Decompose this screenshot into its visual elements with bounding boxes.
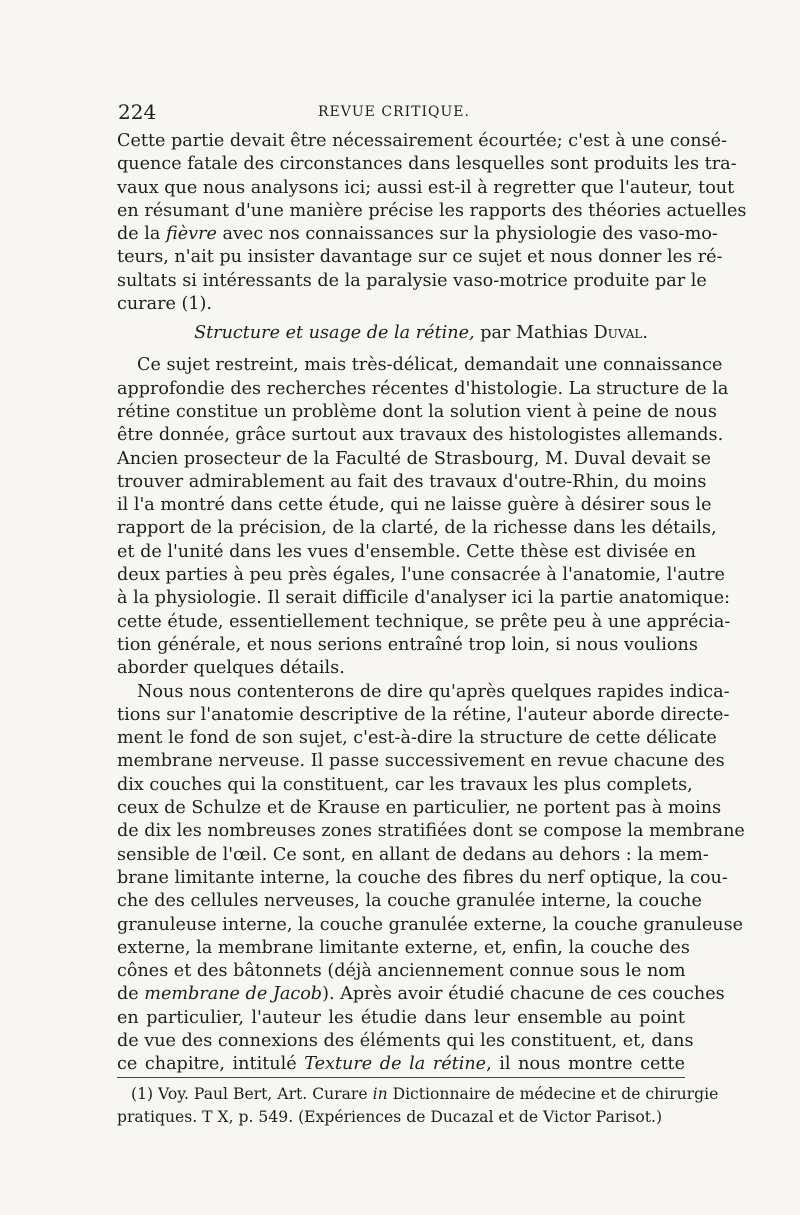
footnotes	[117, 1083, 719, 1129]
text-line: brane limitante interne, la couche des fibres du nerf optique, la cou-	[117, 867, 728, 888]
text-line: à la physiologie. Il serait difficile d'analyser ici la partie anatomique:	[117, 588, 731, 609]
text-run: ce chapitre, intitulé	[117, 1054, 305, 1075]
italic-term: membrane de Jacob	[144, 984, 323, 1005]
text-line: granuleuse interne, la couche granulée externe, la couche granuleuse	[117, 914, 744, 935]
italic-term: fièvre	[165, 224, 217, 245]
text-line: ceux de Schulze et de Krause en particulier, ne portent pas à moins	[117, 798, 722, 819]
text-line: en particulier, l'auteur les étudie dans leur ensemble au point	[117, 1007, 685, 1028]
text-line: de vue des connexions des éléments qui les constituent, et, dans	[117, 1030, 694, 1051]
text-run: (1) Voy. Paul Bert, Art. Curare	[131, 1085, 373, 1103]
text-line: aborder quelques détails.	[117, 658, 345, 679]
text-line: en résumant d'une manière précise les rapports des théories actuelles	[117, 200, 747, 221]
text-line: et de l'unité dans les vues d'ensemble. Cette thèse est divisée en	[117, 541, 696, 562]
text-line: de dix les nombreuses zones stratifiées dont se compose la membrane	[117, 821, 745, 842]
text-run: avec nos connaissances sur la physiologie des vaso-mo-	[216, 224, 718, 245]
footnote-line	[117, 1083, 719, 1106]
text-line: externe, la membrane limitante externe, et, enfin, la couche des	[117, 937, 690, 958]
text-line: sensible de l'œil. Ce sont, en allant de dedans au dehors : la mem-	[117, 844, 709, 865]
text-line: sultats si intéressants de la paralysie vaso-motrice produite par le	[117, 270, 707, 291]
text-line: Nous nous contenterons de dire qu'après quelques rapides indica-	[137, 681, 730, 702]
text-line: tions sur l'anatomie descriptive de la rétine, l'auteur aborde directe-	[117, 704, 730, 725]
text-line: approfondie des recherches récentes d'histologie. La structure de la	[117, 378, 729, 399]
text-line: cette étude, essentiellement technique, se prête peu à une apprécia-	[117, 611, 731, 632]
running-head: REVUE CRITIQUE.	[318, 104, 470, 120]
text-line: che des cellules nerveuses, la couche granulée interne, la couche	[117, 891, 702, 912]
text-line: rétine constitue un problème dont la solution vient à peine de nous	[117, 401, 717, 422]
italic-term: in	[372, 1085, 388, 1103]
section-title	[117, 316, 685, 346]
text-line: trouver admirablement au fait des travaux d'outre-Rhin, du moins	[117, 471, 707, 492]
section-author: Duval.	[593, 323, 648, 344]
paragraph-3	[117, 681, 745, 1077]
page-number: 224	[118, 100, 157, 124]
text-line: membrane nerveuse. Il passe successivement en revue chacune des	[117, 751, 725, 772]
paragraph-1	[117, 130, 747, 316]
text-line: teurs, n'ait pu insister davantage sur ce sujet et nous donner les ré-	[117, 247, 723, 268]
text-line	[117, 1053, 685, 1076]
text-line	[117, 983, 725, 1006]
text-line: Cette partie devait être nécessairement écourtée; c'est à une consé-	[117, 131, 727, 151]
text-line: dix couches qui la constituent, car les travaux les plus complets,	[117, 774, 693, 795]
text-line: Ce sujet restreint, mais très-délicat, demandait une connaissance	[137, 355, 723, 376]
text-line: quence fatale des circonstances dans lesquelles sont produits les tra-	[117, 154, 737, 175]
text-run: de	[117, 984, 145, 1005]
text-run: de la	[117, 224, 166, 245]
text-line: deux parties à peu près égales, l'une consacrée à l'anatomie, l'autre	[117, 565, 725, 586]
text-line: vaux que nous analysons ici; aussi est-il à regretter que l'auteur, tout	[117, 177, 735, 198]
text-line: cônes et des bâtonnets (déjà anciennement connue sous le nom	[117, 961, 686, 982]
italic-term: Texture de la rétine	[304, 1054, 487, 1075]
text-line: ment le fond de son sujet, c'est-à-dire la structure de cette délicate	[117, 728, 717, 749]
footnote-line: pratiques. T X, p. 549. (Expériences de Ducazal et de Victor Parisot.)	[117, 1108, 663, 1126]
section-title-by: par Mathias	[474, 323, 594, 344]
text-run: , il nous montre cette	[486, 1054, 685, 1075]
text-line	[117, 223, 718, 246]
section-title-italic: Structure et usage de la rétine,	[194, 323, 475, 344]
text-run: Dictionnaire de médecine et de chirurgie	[387, 1085, 719, 1103]
paragraph-2	[117, 354, 731, 680]
text-line: Ancien prosecteur de la Faculté de Strasbourg, M. Duval devait se	[117, 448, 712, 469]
body-text	[117, 130, 747, 1077]
text-line: tion générale, et nous serions entraîné trop loin, si nous voulions	[117, 634, 698, 655]
text-line: rapport de la précision, de la clarté, de la richesse dans les détails,	[117, 518, 717, 539]
text-line: il l'a montré dans cette étude, qui ne laisse guère à désirer sous le	[117, 495, 712, 516]
text-run: ). Après avoir étudié chacune de ces couches	[322, 984, 725, 1005]
spacer	[117, 346, 685, 354]
footnote-rule	[117, 1077, 685, 1078]
page-header	[118, 100, 683, 126]
text-line: curare (1).	[117, 294, 213, 315]
text-line: être donnée, grâce surtout aux travaux des histologistes allemands.	[117, 425, 724, 446]
